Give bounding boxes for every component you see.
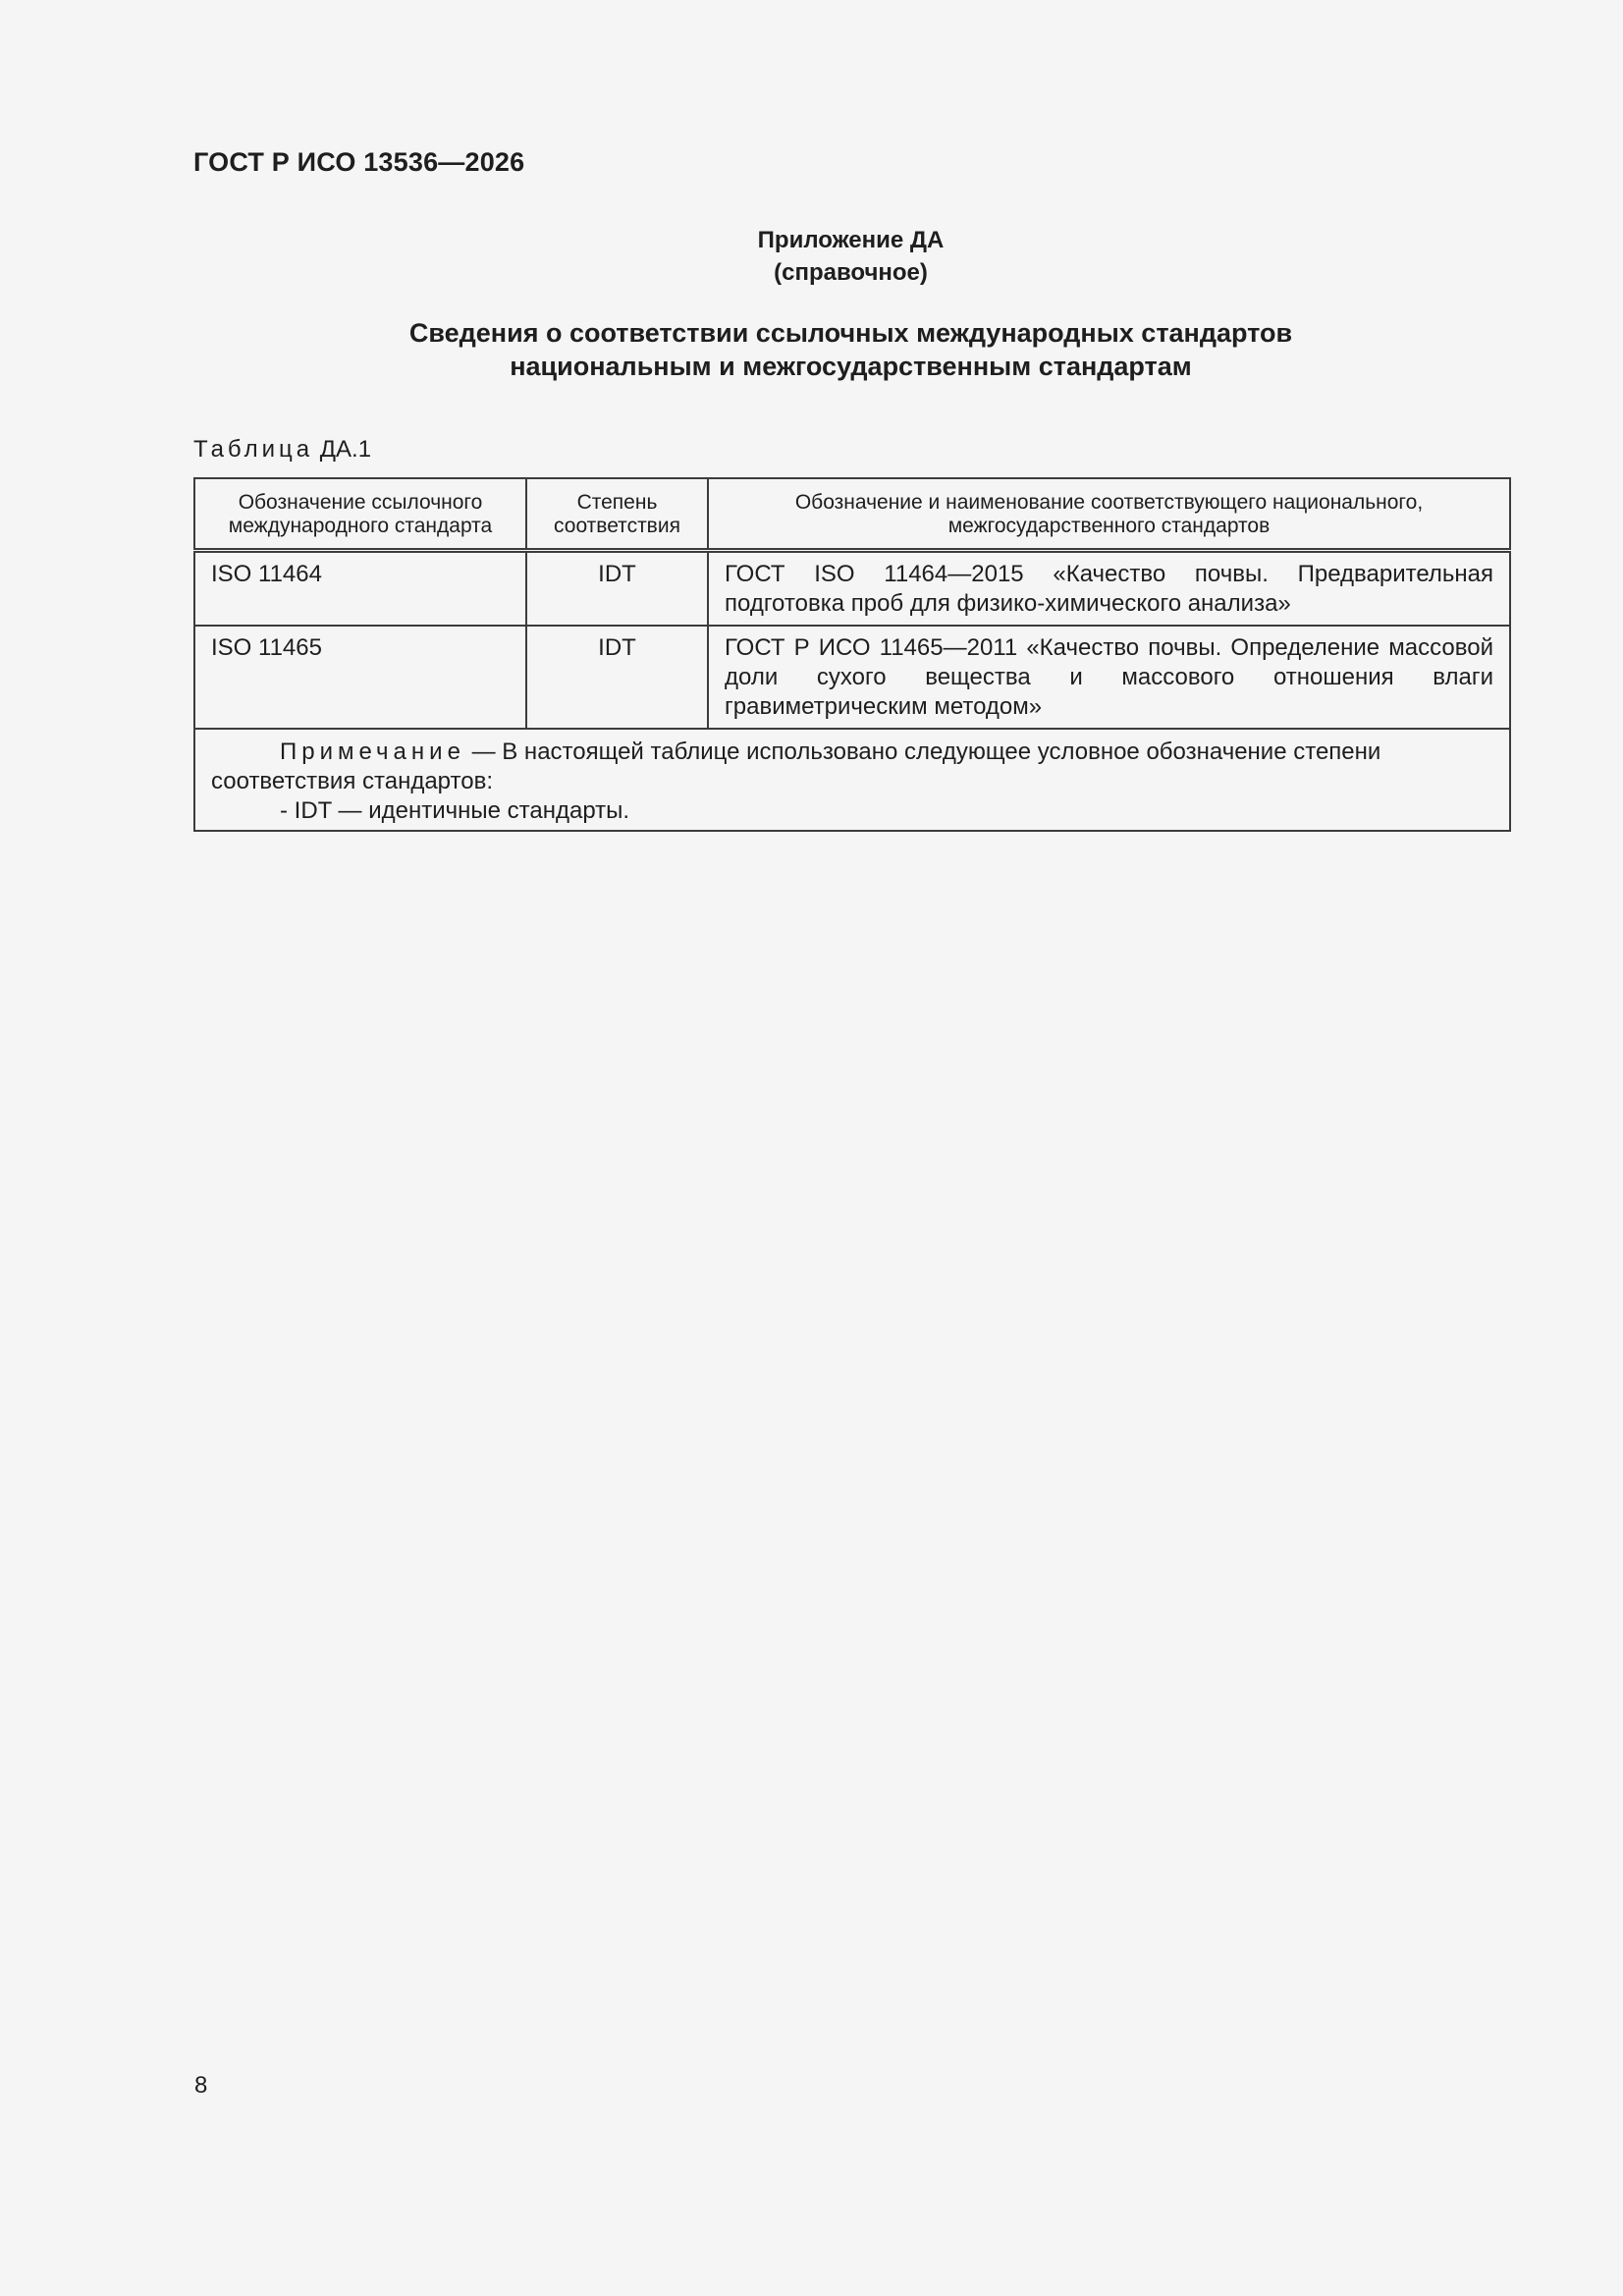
- cell-reference-standard: ISO 11464: [194, 551, 526, 627]
- table-caption: [193, 436, 371, 464]
- appendix-title: Приложение ДА: [757, 227, 945, 253]
- cell-reference-standard: ISO 11465: [194, 626, 526, 729]
- appendix-header: [193, 224, 1508, 289]
- page-number: 8: [194, 2072, 208, 2099]
- section-heading-line-2: национальным и межгосударственным стандартам: [510, 352, 1192, 381]
- section-heading-line-1: Сведения о соответствии ссылочных международных стандартов: [408, 318, 1293, 348]
- document-code: ГОСТ Р ИСО 13536—2026: [193, 147, 525, 177]
- table-note: [194, 729, 1510, 831]
- cell-national-standard: ГОСТ ISO 11464—2015 «Качество почвы. Предварительная подготовка проб для физико-химического анализа»: [708, 551, 1510, 627]
- table-row: [194, 551, 1510, 627]
- table-header-row: [194, 478, 1510, 551]
- cell-degree-of-conformity: IDT: [526, 626, 708, 729]
- note-text-line: [211, 738, 1493, 796]
- table-caption-label: Таблица: [193, 436, 314, 463]
- header-degree-of-conformity: Степень соответствия: [526, 478, 708, 551]
- note-label: Примечание: [280, 738, 465, 765]
- note-text: — В настоящей таблице использовано следующее условное обозначение степени соответствия стандартов:: [211, 738, 1381, 794]
- cell-degree-of-conformity: IDT: [526, 551, 708, 627]
- note-item: - IDT — идентичные стандарты.: [280, 797, 630, 824]
- standards-table: [193, 477, 1511, 832]
- header-reference-standard: Обозначение ссылочного международного стандарта: [194, 478, 526, 551]
- table-caption-number: ДА.1: [319, 436, 372, 463]
- table-row: [194, 626, 1510, 729]
- section-heading: [193, 316, 1508, 383]
- table-note-row: [194, 729, 1510, 831]
- header-national-standard: Обозначение и наименование соответствующего национального, межгосударственного стандартов: [708, 478, 1510, 551]
- cell-national-standard: ГОСТ Р ИСО 11465—2011 «Качество почвы. Определение массовой доли сухого вещества и массового отношения влаги гравиметрическим методом»: [708, 626, 1510, 729]
- appendix-type: (справочное): [774, 259, 928, 286]
